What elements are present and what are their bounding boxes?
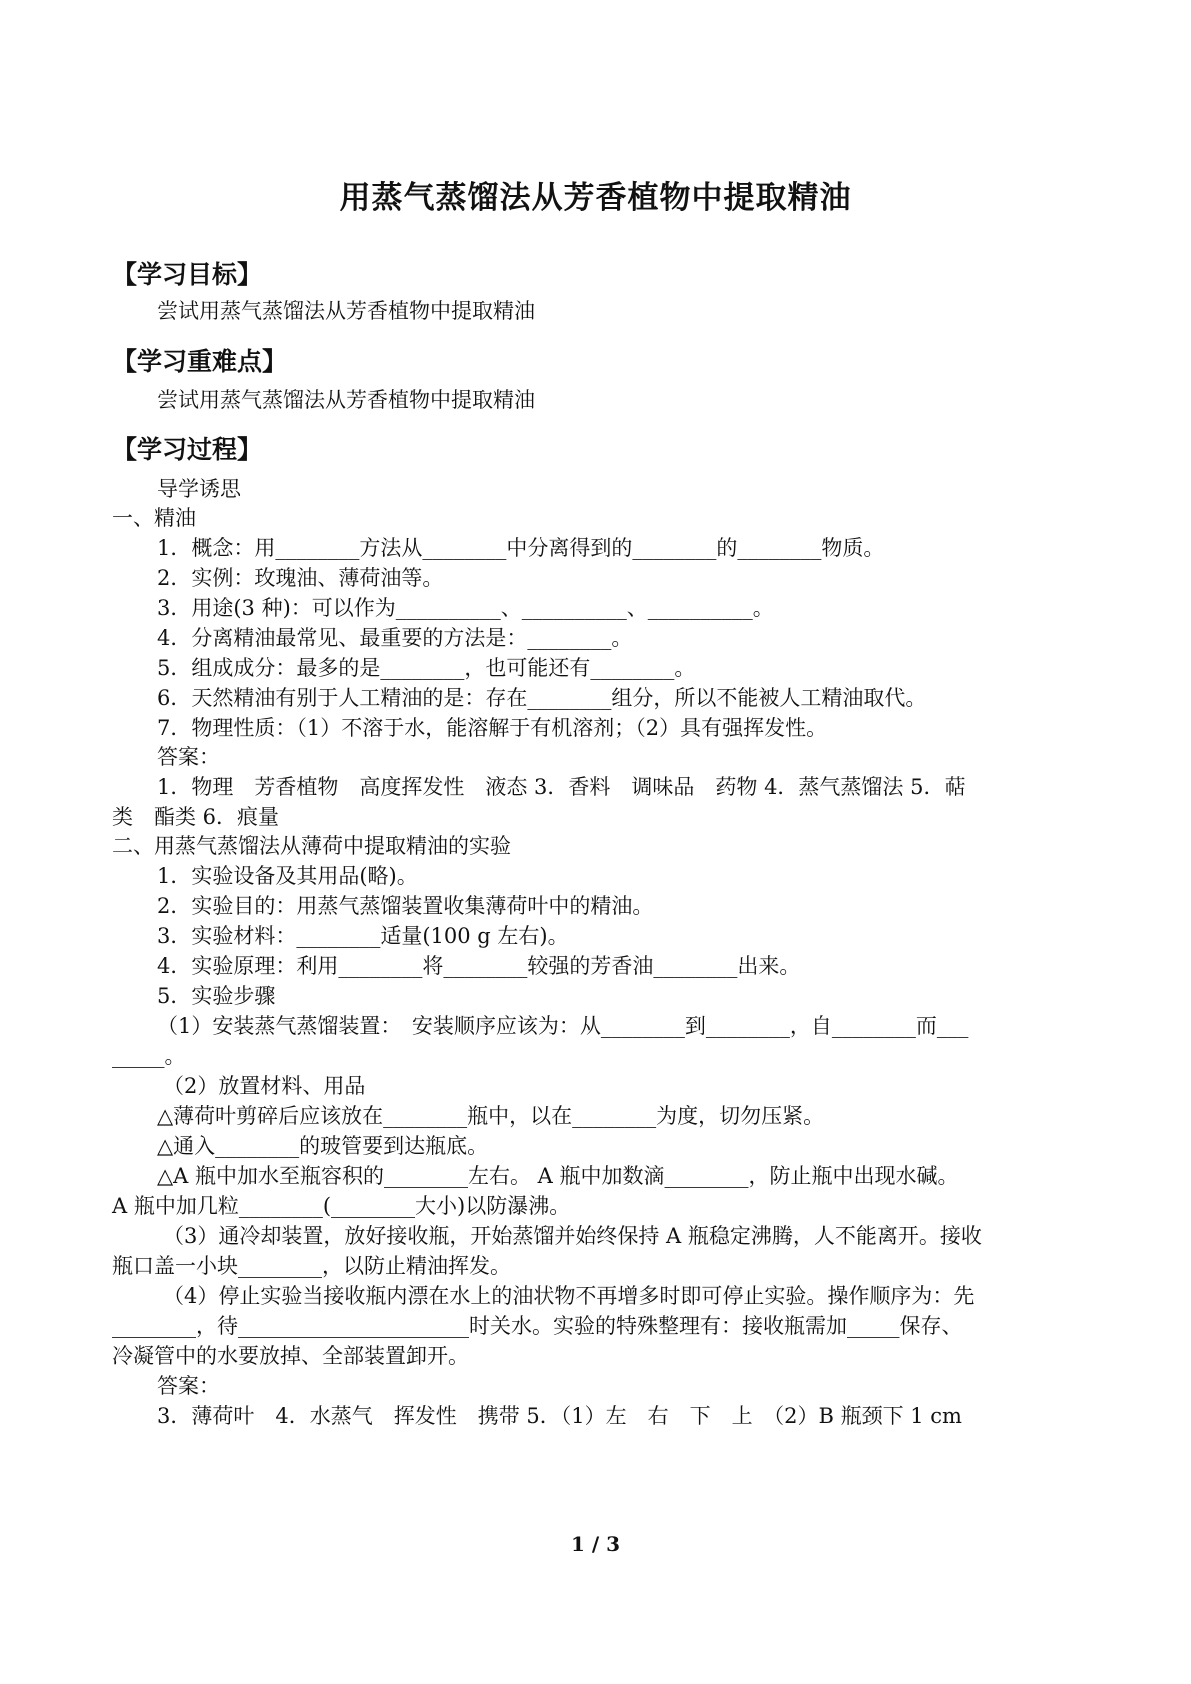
text-line: 二、用蒸气蒸馏法从薄荷中提取精油的实验 [112,834,511,858]
text-line: 一、精油 [112,506,196,530]
text-line: 2．实例：玫瑰油、薄荷油等。 [157,566,444,590]
text-line: 瓶口盖一小块________，以防止精油挥发。 [112,1254,511,1278]
text-line: 5．组成成分：最多的是________，也可能还有________。 [157,656,696,680]
text-line: △通入________的玻管要到达瓶底。 [157,1134,489,1158]
text-line: 1．物理 芳香植物 高度挥发性 液态 3．香料 调味品 药物 4．蒸气蒸馏法 5．萜 [157,775,966,799]
text-line: A 瓶中加几粒________(________大小)以防瀑沸。 [112,1194,571,1218]
section-heading-key-points: 【学习重难点】 [112,347,288,376]
text-line: 4．实验原理：利用________将________较强的芳香油________出来。 [157,954,801,978]
page-number: 1 / 3 [570,1532,621,1556]
section-heading-process: 【学习过程】 [112,435,263,464]
text-line: ________，待______________________时关水。实验的特殊整理有：接收瓶需加_____保存、 [112,1314,963,1338]
key-points-text: 尝试用蒸气蒸馏法从芳香植物中提取精油 [157,388,535,412]
text-line: 3．用途(3 种)：可以作为__________、__________、__________。 [157,596,774,620]
text-line: 1．概念：用________方法从________中分离得到的________的________物质。 [157,536,885,560]
text-line: 导学诱思 [157,477,241,501]
text-line: 7．物理性质：（1）不溶于水，能溶解于有机溶剂；（2）具有强挥发性。 [157,716,828,740]
text-line: 5．实验步骤 [157,984,276,1008]
text-line: 1．实验设备及其用品(略)。 [157,864,418,888]
text-line: 2．实验目的：用蒸气蒸馏装置收集薄荷叶中的精油。 [157,894,654,918]
text-line: _____。 [112,1044,186,1068]
text-line: （1）安装蒸气蒸馏装置： 安装顺序应该为：从________到________，自________而___ [157,1014,969,1038]
text-line: 答案： [157,1374,220,1398]
text-line: 答案： [157,745,220,769]
text-line: （3）通冷却装置，放好接收瓶，开始蒸馏并始终保持 A 瓶稳定沸腾，人不能离开。接收 [163,1224,982,1248]
text-line: 冷凝管中的水要放掉、全部装置卸开。 [112,1344,469,1368]
section-heading-goal: 【学习目标】 [112,260,263,289]
text-line: △A 瓶中加水至瓶容积的________左右。 A 瓶中加数滴________，防止瓶中出现水碱。 [157,1164,959,1188]
text-line: 类 酯类 6．痕量 [112,805,280,829]
text-line: （4）停止实验当接收瓶内漂在水上的油状物不再增多时即可停止实验。操作顺序为：先 [163,1284,975,1308]
text-line: 3．实验材料：________适量(100 g 左右)。 [157,924,569,948]
text-line: 4．分离精油最常见、最重要的方法是：________。 [157,626,633,650]
goal-text: 尝试用蒸气蒸馏法从芳香植物中提取精油 [157,299,535,323]
text-line: （2）放置材料、用品 [163,1074,366,1098]
page-title: 用蒸气蒸馏法从芳香植物中提取精油 [339,180,852,216]
text-line: 3．薄荷叶 4．水蒸气 挥发性 携带 5．（1）左 右 下 上 （2）B 瓶颈下 1 cm [157,1404,962,1428]
text-line: 6．天然精油有别于人工精油的是：存在________组分，所以不能被人工精油取代。 [157,686,927,710]
text-line: △薄荷叶剪碎后应该放在________瓶中，以在________为度，切勿压紧。 [157,1104,825,1128]
